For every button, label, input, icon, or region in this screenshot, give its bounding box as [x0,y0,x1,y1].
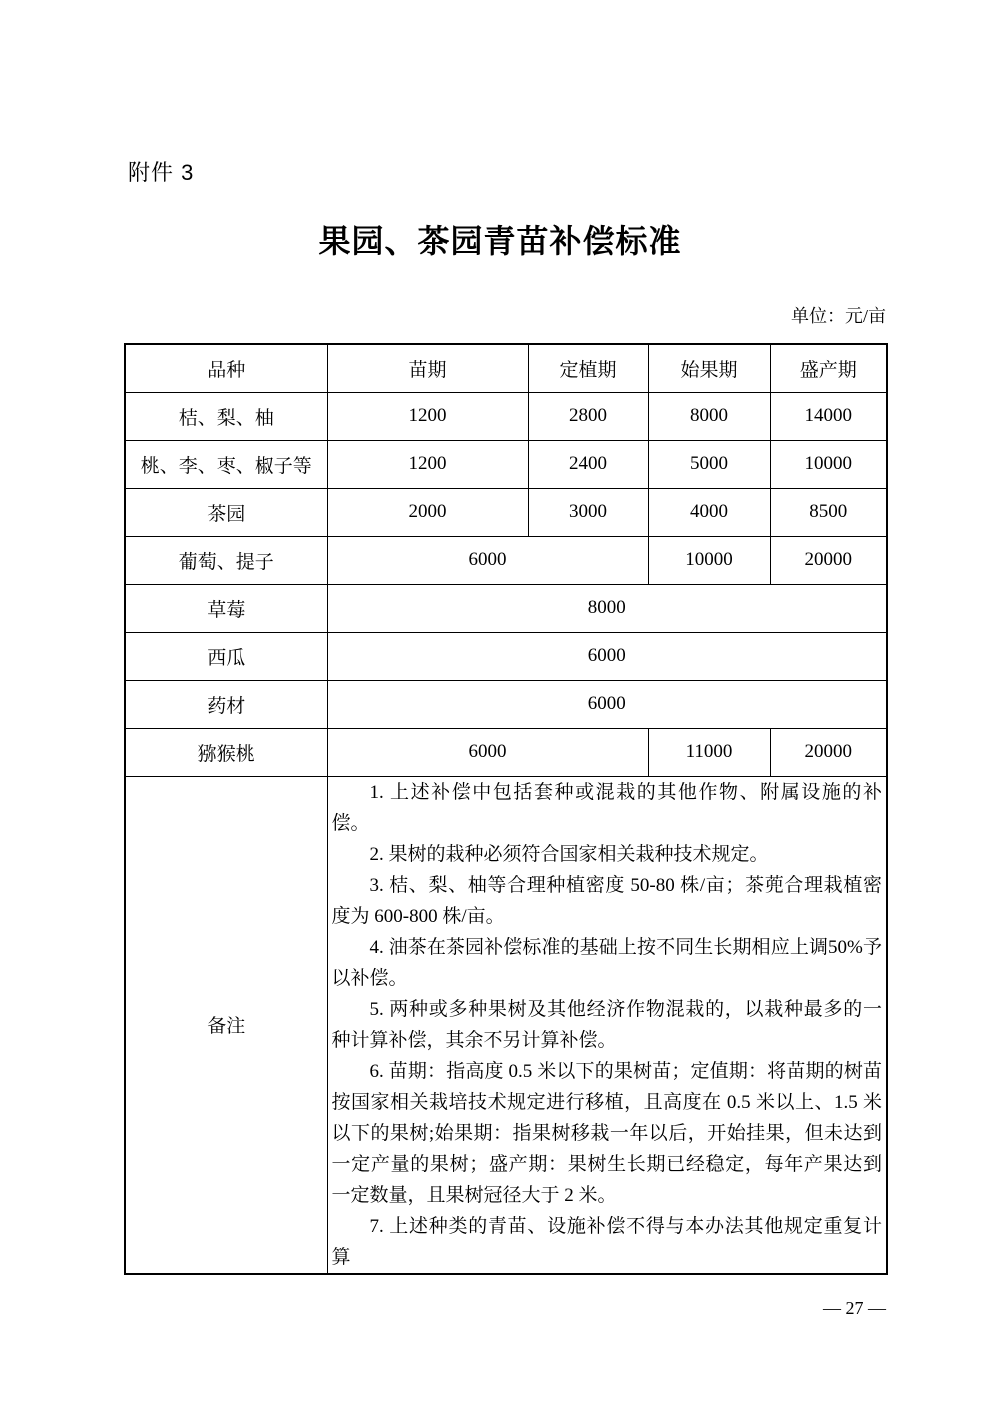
page-title: 果园、茶园青苗补偿标准 [318,223,682,259]
table-container [124,343,886,1275]
value-cell: 8000 [648,392,770,440]
variety-cell: 桃、李、枣、椒子等 [125,440,327,488]
value-cell: 1200 [327,392,528,440]
variety-cell: 药材 [125,680,327,728]
column-header-3: 始果期 [648,344,770,392]
note-paragraph: 1. 上述补偿中包括套种或混栽的其他作物、附属设施的补偿。 [331,781,882,834]
value-cell: 2800 [528,392,648,440]
value-cell: 6000 [327,536,648,584]
table-row [125,680,887,728]
table-row [125,488,887,536]
variety-cell: 葡萄、提子 [125,536,327,584]
notes-content-cell [327,776,887,1274]
value-cell: 6000 [327,680,887,728]
column-header-0: 品种 [125,344,327,392]
variety-cell: 桔、梨、柚 [125,392,327,440]
notes-label-cell: 备注 [125,776,327,1274]
value-cell: 3000 [528,488,648,536]
value-cell: 2000 [327,488,528,536]
note-paragraph: 6. 苗期：指高度 0.5 米以下的果树苗；定值期：将苗期的树苗按国家相关栽培技术规定进行移植，且高度在 0.5 米以上、1.5 米以下的果树;始果期：指果树移栽一年以后，开始挂果，但未达到一定产量的果树；盛产期：果树生长期已经稳定，每年产果达到一定数量，且果树冠径大于 2 米。 [331,1060,882,1206]
notes-row [125,776,887,1274]
note-paragraph: 5. 两种或多种果树及其他经济作物混栽的，以栽种最多的一种计算补偿，其余不另计算补偿。 [331,998,882,1051]
table-row [125,632,887,680]
variety-cell: 草莓 [125,584,327,632]
unit-label: 单位：元/亩 [790,306,886,326]
value-cell: 1200 [327,440,528,488]
value-cell: 2400 [528,440,648,488]
table-row [125,728,887,776]
value-cell: 8000 [327,584,887,632]
table-row [125,536,887,584]
table-row [125,440,887,488]
value-cell: 5000 [648,440,770,488]
table-row [125,392,887,440]
value-cell: 8500 [770,488,887,536]
value-cell: 10000 [770,440,887,488]
note-paragraph: 7. 上述种类的青苗、设施补偿不得与本办法其他规定重复计算 [331,1215,882,1268]
table-head [125,344,887,392]
variety-cell: 西瓜 [125,632,327,680]
column-header-4: 盛产期 [770,344,887,392]
value-cell: 6000 [327,632,887,680]
column-header-1: 苗期 [327,344,528,392]
variety-cell: 茶园 [125,488,327,536]
page-number: — 27 — [823,1298,886,1318]
note-paragraph: 3. 桔、梨、柚等合理种植密度 50-80 株/亩；茶蔸合理栽植密度为 600-800 株/亩。 [331,874,882,927]
variety-cell: 猕猴桃 [125,728,327,776]
value-cell: 20000 [770,536,887,584]
value-cell: 6000 [327,728,648,776]
value-cell: 11000 [648,728,770,776]
table-row [125,584,887,632]
column-header-2: 定植期 [528,344,648,392]
compensation-table [124,343,888,1275]
value-cell: 4000 [648,488,770,536]
note-paragraph: 2. 果树的栽种必须符合国家相关栽种技术规定。 [369,843,769,865]
value-cell: 20000 [770,728,887,776]
value-cell: 14000 [770,392,887,440]
attachment-label: 附件 3 [128,160,195,185]
note-paragraph: 4. 油茶在茶园补偿标准的基础上按不同生长期相应上调50%予以补偿。 [331,936,882,989]
table-header-row [125,344,887,392]
table-body [125,392,887,1274]
value-cell: 10000 [648,536,770,584]
